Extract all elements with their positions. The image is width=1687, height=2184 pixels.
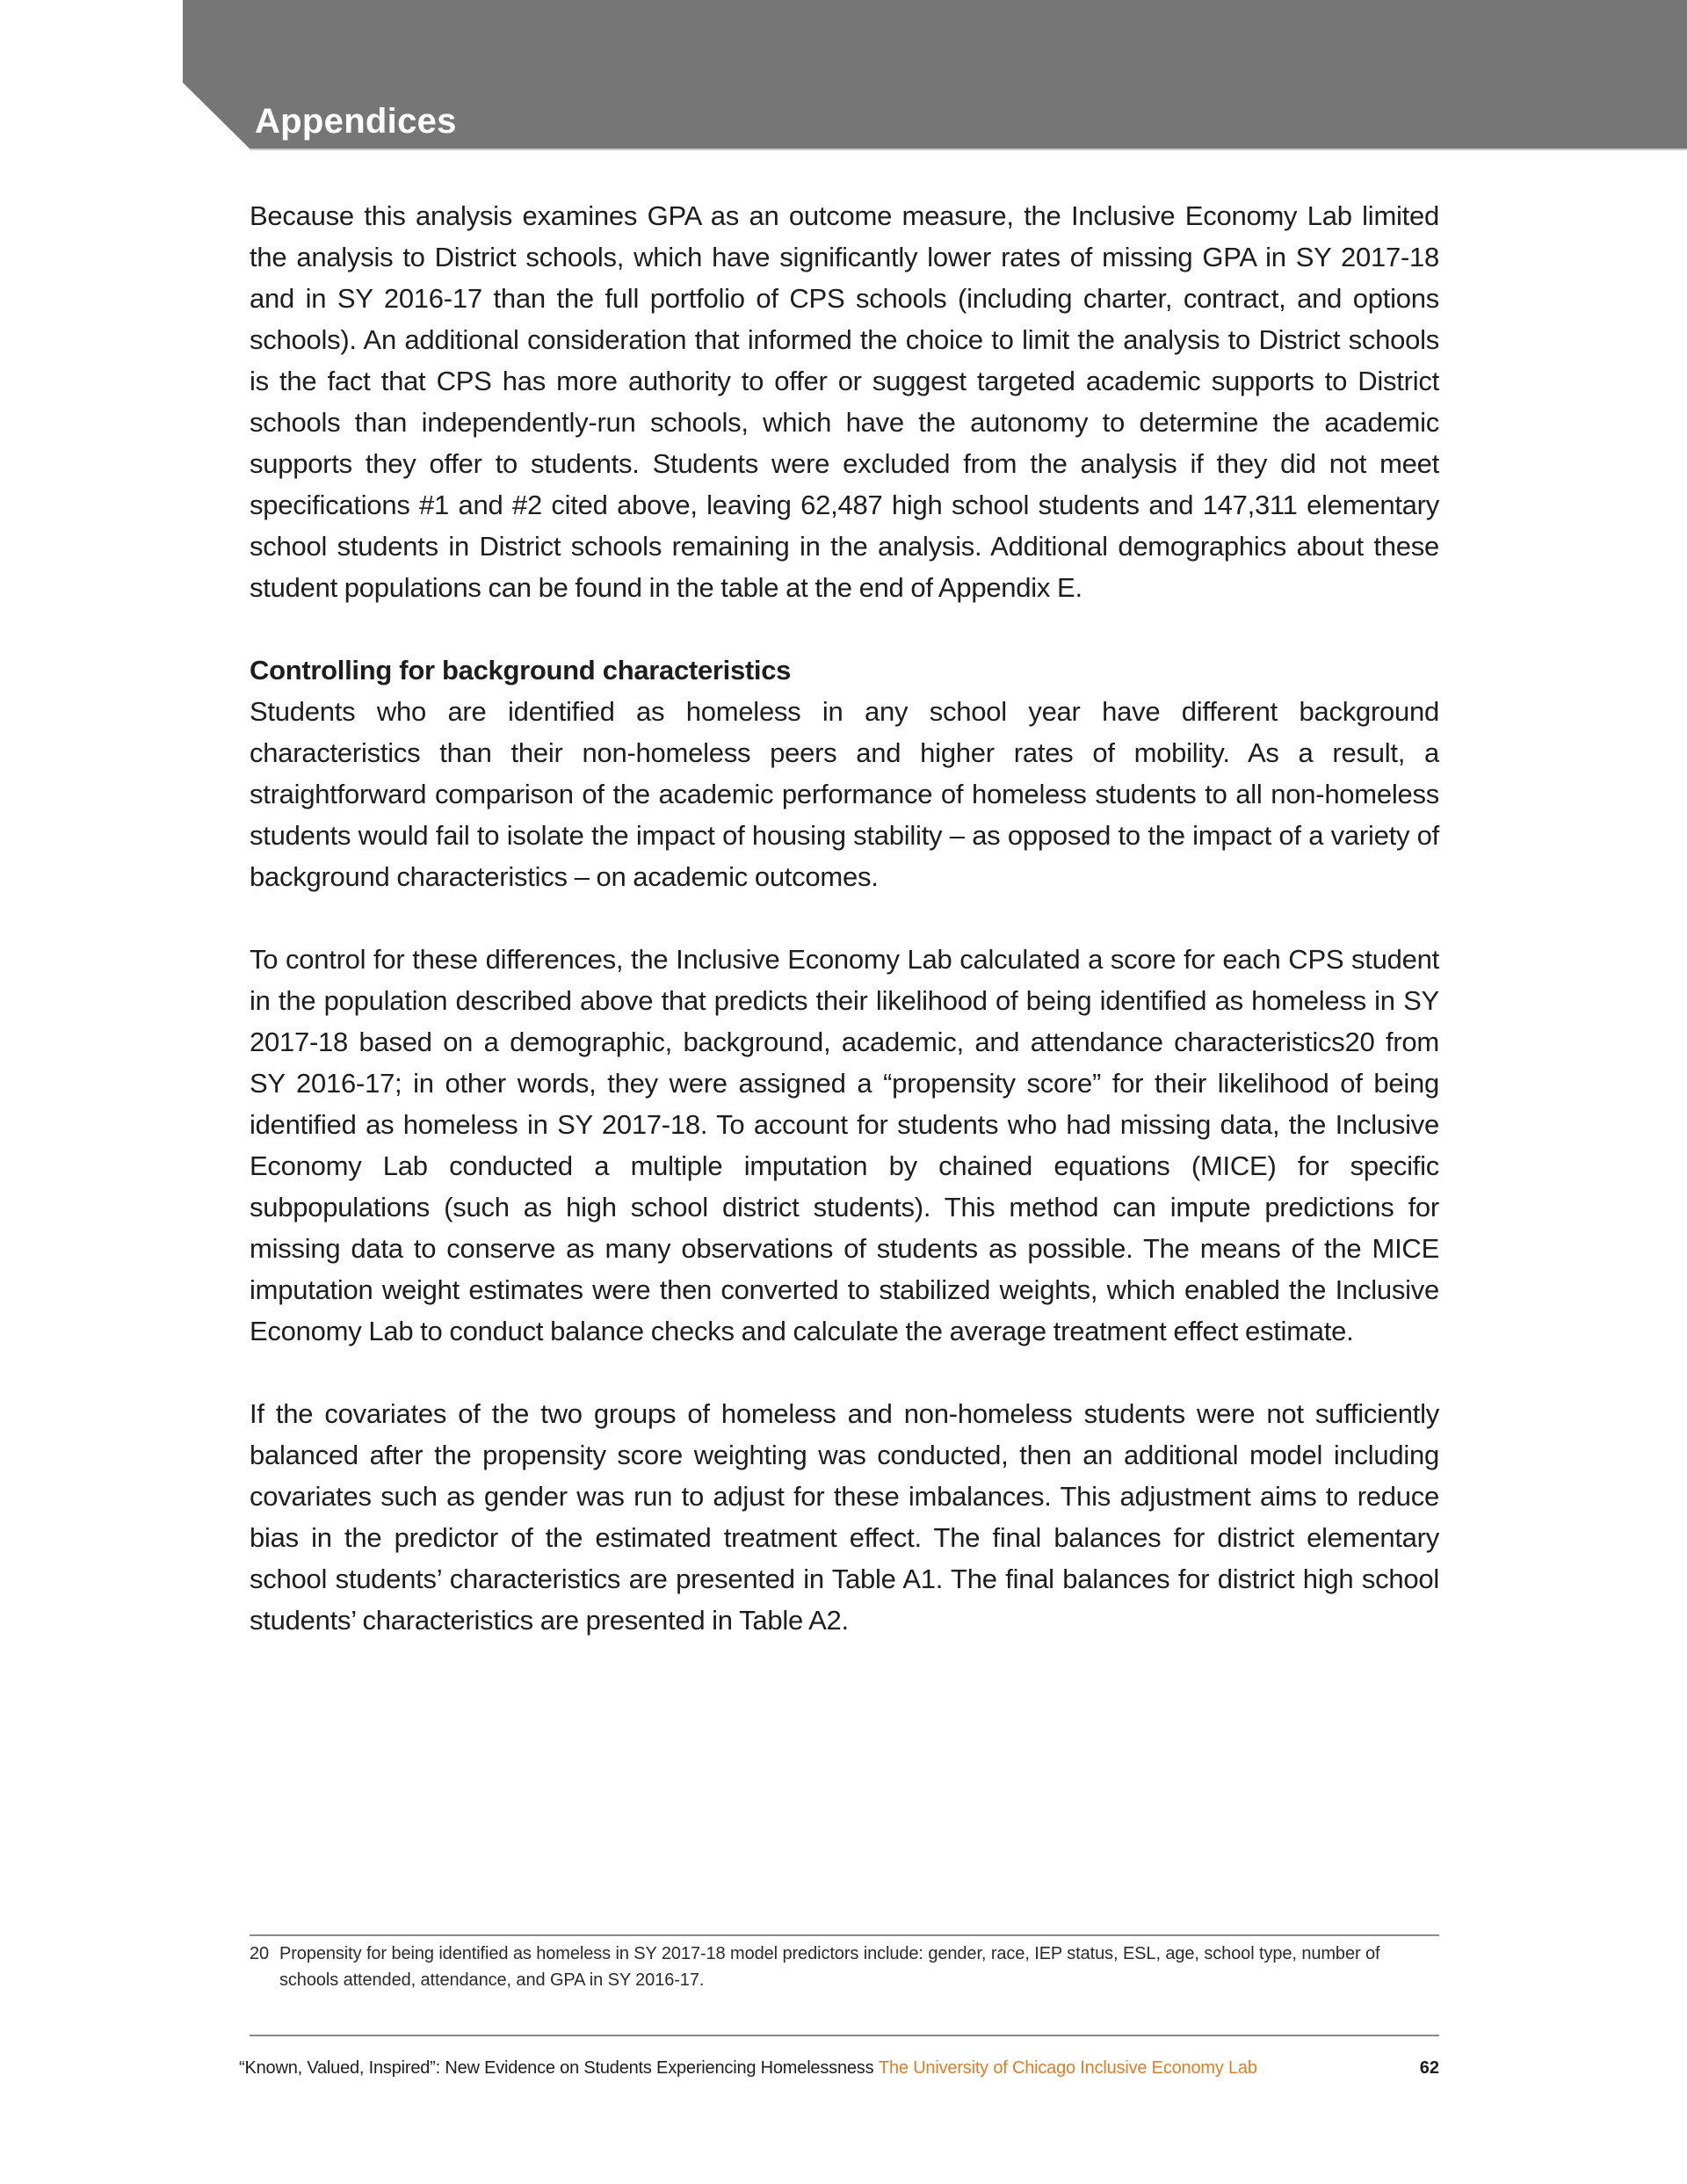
footer-divider <box>250 2035 1439 2036</box>
footnote-number: 20 <box>250 1944 270 1963</box>
section-heading: Controlling for background characteristics <box>250 655 792 686</box>
paragraph-propensity-score: To control for these differences, the Inclusive Economy Lab calculated a score for each CPS student in the population described above that predicts their likelihood of being identified as homeless in SY 2017-18 based on a demographic, background, academic, and attendance characteristics20 from SY 2016-17; in other words, they were assigned a “propensity score” for their likelihood of being identified as homeless in SY 2017-18. To account for students who had missing data, the Inclusive Economy Lab conducted a multiple imputation by chained equations (MICE) for specific subpopulations (such as high school district students). This method can impute predictions for missing data to conserve as many observations of students as possible. The means of the MICE imputation weight estimates were then converted to stabilized weights, which enabled the Inclusive Economy Lab to conduct balance checks and calculate the average treatment effect estimate. <box>250 944 1439 1346</box>
paragraph-intro: Because this analysis examines GPA as an outcome measure, the Inclusive Economy Lab limited the analysis to District schools, which have significantly lower rates of missing GPA in SY 2017-18 and in SY 2016-17 than the full portfolio of CPS schools (including charter, contract, and options schools). An additional consideration that informed the choice to limit the analysis to District schools is the fact that CPS has more authority to offer or suggest targeted academic supports to District schools than independently-run schools, which have the autonomy to determine the academic supports they offer to students. Students were excluded from the analysis if they did not meet specifications #1 and #2 cited above, leaving 62,487 high school students and 147,311 elementary school students in District schools remaining in the analysis. Additional demographics about these student populations can be found in the table at the end of Appendix E. <box>250 200 1439 603</box>
footer-report-title: “Known, Valued, Inspired”: New Evidence on Students Experiencing Homelessness <box>239 2058 874 2078</box>
page-footer <box>239 2057 1439 2079</box>
page-body <box>250 195 1439 1641</box>
footnote-text: Propensity for being identified as homeless in SY 2017-18 model predictors include: gender, race, IEP status, ESL, age, school type, number of schools attended, attendance, and GPA in SY 2016-17. <box>279 1944 1380 1990</box>
paragraph-covariate-balance: If the covariates of the two groups of homeless and non-homeless students were not sufficiently balanced after the propensity score weighting was conducted, then an additional model including covariates such as gender was run to adjust for these imbalances. This adjustment aims to reduce bias in the predictor of the estimated treatment effect. The final balances for district elementary school students’ characteristics are presented in Table A1. The final balances for district high school students’ characteristics are presented in Table A2. <box>250 1398 1439 1636</box>
page-number: 62 <box>1419 2058 1439 2078</box>
footnote-divider <box>250 1934 1439 1936</box>
footer-organization: The University of Chicago Inclusive Economy Lab <box>878 2058 1257 2078</box>
header-underline <box>250 149 1687 150</box>
footnote <box>250 1941 1439 1993</box>
paragraph-background: Students who are identified as homeless in any school year have different background characteristics than their non-homeless peers and higher rates of mobility. As a result, a straightforward comparison of the academic performance of homeless students to all non-homeless students would fail to isolate the impact of housing stability – as opposed to the impact of a variety of background characteristics – on academic outcomes. <box>250 696 1439 892</box>
section-title: Appendices <box>255 102 457 141</box>
